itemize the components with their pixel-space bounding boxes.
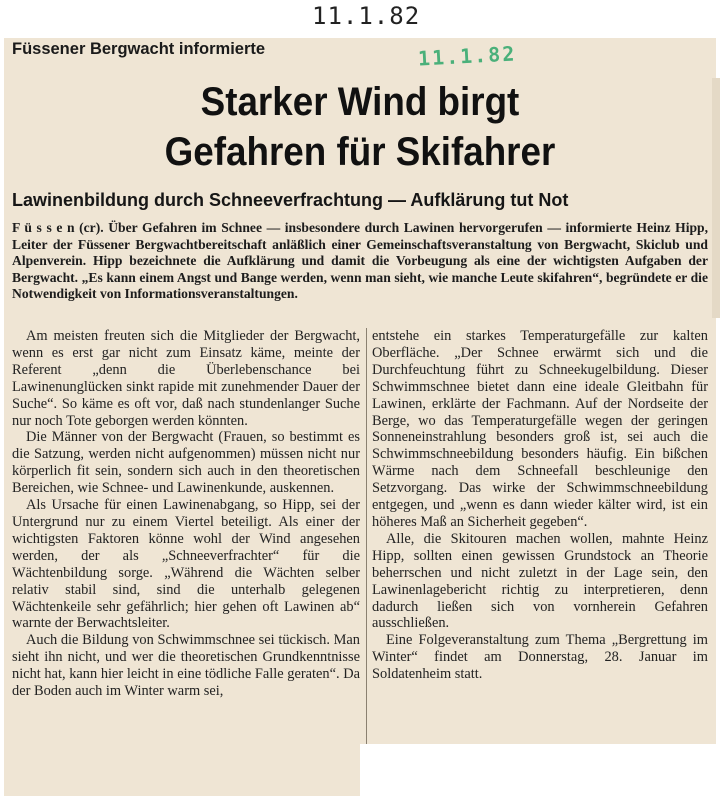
headline-line-2: Gefahren für Skifahrer — [164, 130, 556, 174]
paragraph: Alle, die Skitouren machen wollen, mahnte Heinz Hipp, sollten einen gewissen Grundstock an Theorie beherrschen und nicht zuletzt in der Lage sein, den Lawinenlagebericht richtig zu interpretieren, denn dadurch ließen sich von vornherein Gefahren ausschließen. — [372, 530, 708, 632]
lead-paragraph — [12, 220, 708, 303]
handwritten-date: 11.1.82 — [312, 2, 421, 30]
paragraph: Eine Folgeveranstaltung zum Thema „Bergrettung im Winter“ findet am Donnerstag, 28. Januar im Soldatenheim statt. — [372, 632, 708, 683]
lead-text: F ü s s e n (cr). Über Gefahren im Schnee — insbesondere durch Lawinen hervorgerufen — informierte Heinz Hipp, Leiter der Füssener Bergwachtbereitschaft anläßlich einer Gemeinschaftsveranstaltung von Bergwacht, Skiclub und Alpenverein. Hipp bezeichnete die Aufklärung und damit die Vorbeugung als eine der wichtigsten Aufgaben der Bergwacht. „Es kann einem Angst und Bange werden, wenn man sieht, wie manche Leute skifahren“, begründete er die Notwendigkeit von Informationsveranstaltungen. — [12, 220, 708, 301]
column-divider — [366, 328, 367, 784]
article-column-right — [372, 328, 708, 683]
date-stamp: 11.1.82 — [417, 41, 517, 71]
clipping-cut-corner — [360, 744, 720, 796]
paragraph: Auch die Bildung von Schwimmschnee sei tückisch. Man sieht ihn nicht, und wer die theoretischen Grundkenntnisse nicht hat, kann hier leicht in eine tödliche Falle geraten“. Da der Boden auch im Winter warm sei, — [12, 632, 360, 700]
paragraph: Am meisten freuten sich die Mitglieder der Bergwacht, wenn es erst gar nicht zum Einsatz käme, meinte der Referent „denn die Überlebenschance bei Lawinenunglücken sinkt rapide mit zunehmender Dauer der Suche“. So käme es oft vor, daß nach stundenlanger Suche nur noch Tote geborgen werden könnten. — [12, 328, 360, 429]
subheadline: Lawinenbildung durch Schneeverfrachtung — Aufklärung tut Not — [12, 190, 569, 210]
paragraph: Die Männer von der Bergwacht (Frauen, so bestimmt es die Satzung, werden nicht aufgenommen) müssen nicht nur körperlich fit sein, sondern sich auch in den theoretischen Bereichen, wie Schnee- und Lawinenkunde, auskennen. — [12, 429, 360, 497]
paragraph: entstehe ein starkes Temperaturgefälle zur kalten Oberfläche. „Der Schnee erwärmt sich und die Durchfeuchtung führt zu Schneekugelbildung. Dieser Schwimmschnee bietet dann eine ideale Gleitbahn für Lawinen, erklärte der Fachmann. Auf der Nordseite der Berge, wo das Temperaturgefälle wegen der geringen Sonneneinstrahlung besonders groß ist, sei auch die Schwimmschneebildung besonders häufig. Ein bißchen Wärme nach dem Schneefall beschleunige den Setzvorgang. Das wirke der Schwimmschneebildung entgegen, und „wenn es dann wieder kälter wird, ist ein höheres Maß an Sicherheit gegeben“. — [372, 328, 708, 530]
newspaper-clipping — [4, 38, 716, 796]
paragraph: Als Ursache für einen Lawinenabgang, so Hipp, sei der Untergrund nur zu einem Viertel beteiligt. Als einer der wichtigsten Faktoren könne wohl der Wind angesehen werden, der als „Schneeverfrachter“ für die Wächtenbildung sorge. „Während die Wächten selber relativ stabil sind, sind die unterhalb gelegenen Wächtenkeile sehr gefährlich; hier gehen oft Lawinen ab“ warnte der Berwachtsleiter. — [12, 497, 360, 632]
headline-line-1: Starker Wind birgt — [200, 80, 520, 124]
kicker: Füssener Bergwacht informierte — [12, 40, 266, 58]
article-column-left — [12, 328, 360, 700]
adjacent-article-edge — [712, 78, 720, 318]
